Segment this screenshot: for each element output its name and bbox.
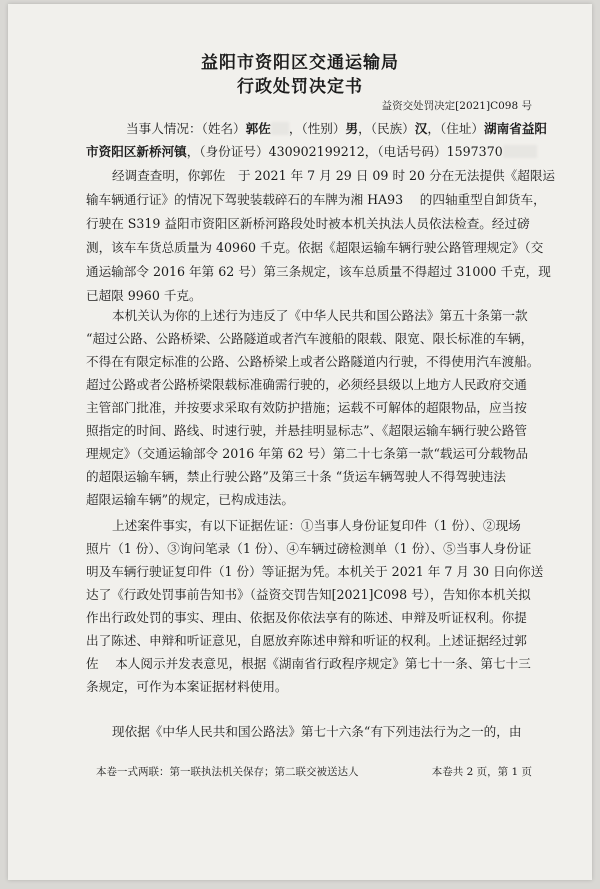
text-line: 已超限 9960 千克。: [86, 288, 202, 303]
party-info: [86, 117, 564, 163]
text-line: 理规定》（交通运输部令 2016 年第 62 号）第二十七条第一款“载运可分载物品: [86, 446, 529, 461]
text-line: 行驶在 S319 益阳市资阳区新桥河路段处时被本机关执法人员依法检查。经过磅: [86, 216, 530, 231]
text-line: 超限运输车辆”的规定，已构成违法。: [86, 492, 294, 507]
text-line: 的超限运输车辆，禁止行驶公路”及第三十条 “货运车辆驾驶人不得驾驶违法: [86, 469, 506, 484]
text-line: 照片（1 份）、③询问笔录（1 份）、④车辆过磅检测单（1 份）、⑤当事人身份证: [86, 541, 532, 556]
document-page: [8, 4, 592, 880]
text-line: “超过公路、公路桥梁、公路隧道或者汽车渡船的限载、限宽、限长标准的车辆，: [86, 331, 534, 346]
text-line: 照指定的时间、路线、时速行驶，并悬挂明显标志”、《超限运输车辆行驶公路管: [86, 423, 527, 438]
text-line: 经调查查明，你郭佐 于 2021 年 7 月 29 日 09 时 20 分在无法提供《超限运: [112, 168, 556, 183]
party-line: 市资阳区新桥河镇，（身份证号）430902199212，（电话号码）1597370: [86, 140, 564, 163]
text-line: 条规定，可作为本案证据材料使用。: [86, 679, 288, 694]
text-line: 出了陈述、申辩和听证意见，自愿放弃陈述申辩和听证的权利。上述证据经过郭: [86, 633, 527, 648]
redaction: [503, 145, 537, 158]
text-line: 现依据《中华人民共和国公路法》第七十六条“有下列违法行为之一的，由: [112, 724, 522, 739]
text-line: 测，该车车货总质量为 40960 千克。依据《超限运输车辆行驶公路管理规定》（交: [86, 240, 544, 255]
paragraph-findings: [86, 164, 564, 308]
text-line: 作出行政处罚的事实、理由、依据及你依法享有的陈述、申辩及听证权利。你提: [86, 610, 527, 625]
text-line: 达了《行政处罚事前告知书》（益资交罚告知[2021]C098 号），告知你本机关拟: [86, 587, 531, 602]
text-line: 主管部门批准，并按要求采取有效防护措施；运载不可解体的超限物品，应当按: [86, 400, 527, 415]
redaction: [271, 122, 289, 135]
text-line: 不得在有限定标准的公路、公路桥梁上或者公路隧道内行驶，不得使用汽车渡船。: [86, 354, 540, 369]
text-line: 通运输部令 2016 年第 62 号）第三条规定，该车总质量不得超过 31000 千克，现: [86, 264, 551, 279]
text-line: 上述案件事实，有以下证据佐证：①当事人身份证复印件（1 份）、②现场: [112, 518, 521, 533]
footer-copies-note: 本卷一式两联：第一联执法机关保存；第二联交被送达人: [96, 766, 359, 778]
party-line: 当事人情况：（姓名）郭佐 ，（性别）男，（民族）汉，（住址）湖南省益阳: [126, 121, 547, 136]
document-title: 行政处罚决定书: [237, 77, 363, 97]
paragraph-violation: [86, 304, 564, 511]
text-line: 超过公路或者公路桥梁限载标准确需行驶的，必须经县级以上地方人民政府交通: [86, 377, 527, 392]
issuing-agency-title: 益阳市资阳区交通运输局: [201, 53, 399, 73]
text-line: 明及车辆行驶证复印件（1 份）等证据为凭。本机关于 2021 年 7 月 30 日向你送: [86, 564, 544, 579]
document-number: 益资交处罚决定[2021]C098 号: [381, 100, 532, 112]
paragraph-evidence: [86, 514, 564, 698]
text-line: 输车辆通行证》的情况下驾驶装载碎石的车牌为湘 HA93 的四轴重型自卸货车，: [86, 192, 546, 207]
paragraph-decision-basis: [86, 720, 564, 743]
text-line: 本机关认为你的上述行为违反了《中华人民共和国公路法》第五十条第一款: [112, 308, 528, 323]
footer-page-number: 本卷共 2 页，第 1 页: [431, 766, 532, 778]
text-line: 佐 本人阅示并发表意见，根据《湖南省行政程序规定》第七十一条、第七十三: [86, 656, 531, 671]
